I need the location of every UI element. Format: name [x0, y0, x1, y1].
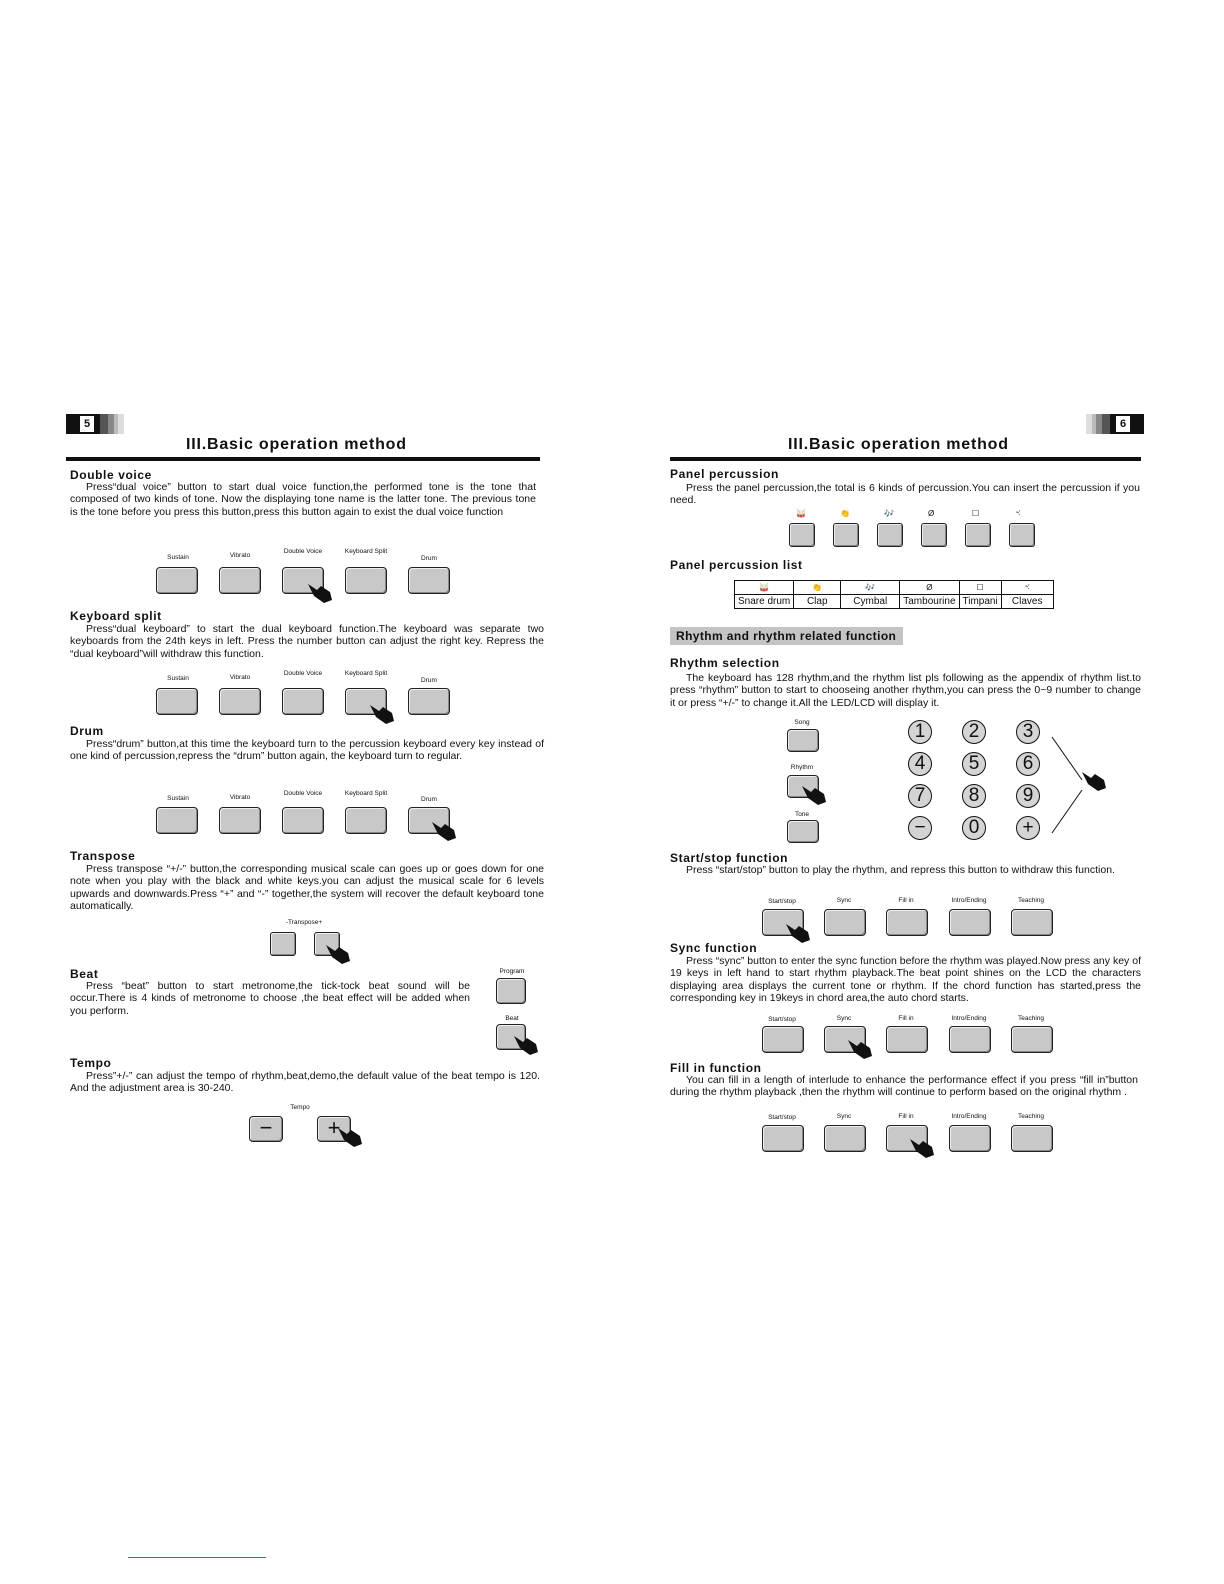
page-number: 5 — [78, 414, 96, 434]
panel-percussion-text: Press the panel percussion,the total is 6 kinds of percussion.You can insert the percussion if you need. — [670, 482, 1140, 507]
vibrato-label: Vibrato — [229, 674, 251, 681]
drum-button[interactable] — [408, 567, 450, 594]
tempo-label: Tempo — [290, 1104, 310, 1111]
fill-in-button[interactable] — [886, 909, 928, 936]
start-stop-label: Start/stop — [768, 1016, 796, 1023]
percussion-list-heading: Panel percussion list — [670, 558, 803, 572]
intro-ending-button[interactable] — [949, 1125, 991, 1152]
pointing-hand-icon — [326, 943, 352, 965]
percussion-table — [734, 580, 1054, 609]
transpose-heading: Transpose — [70, 849, 136, 863]
tempo-text: Press”+/-” can adjust the tempo of rhythm,beat,demo,the default value of the beat tempo is 120. And the adjustment area is 30-240. — [70, 1070, 540, 1095]
vibrato-label: Vibrato — [229, 794, 251, 801]
keyboard-split-button[interactable] — [345, 567, 387, 594]
keypad-9-button[interactable]: 9 — [1016, 784, 1040, 808]
pointing-hand-icon — [308, 582, 334, 604]
pointing-hand-icon — [370, 703, 396, 725]
beat-heading: Beat — [70, 967, 99, 981]
start-stop-button[interactable] — [762, 1125, 804, 1152]
pointing-hand-icon — [432, 820, 458, 842]
keypad-minus-button[interactable]: − — [908, 816, 932, 840]
sustain-button[interactable] — [156, 567, 198, 594]
table-row — [735, 581, 1054, 595]
teaching-button[interactable] — [1011, 1125, 1053, 1152]
teaching-label: Teaching — [1017, 897, 1045, 904]
sync-heading: Sync function — [670, 941, 758, 955]
intro-ending-label: Intro/Ending — [951, 1113, 987, 1120]
fill-in-label: Fill in — [898, 897, 914, 904]
drum-heading: Drum — [70, 724, 104, 738]
sustain-label: Sustain — [167, 554, 189, 561]
tempo-heading: Tempo — [70, 1056, 112, 1070]
timpani-icon: ☐ — [972, 509, 980, 518]
pointing-hand-icon — [338, 1126, 364, 1148]
intro-ending-label: Intro/Ending — [951, 1015, 987, 1022]
panel-percussion-heading: Panel percussion — [670, 467, 779, 481]
pointing-hand-icon — [910, 1137, 936, 1159]
double-voice-label: Double Voice — [283, 790, 323, 797]
double-voice-button[interactable] — [282, 688, 324, 715]
program-label: Program — [499, 968, 525, 975]
keypad-2-button[interactable]: 2 — [962, 720, 986, 744]
fill-in-heading: Fill in function — [670, 1061, 762, 1075]
title-rule — [670, 457, 1141, 461]
tambourine-button[interactable] — [921, 523, 947, 547]
keyboard-split-button[interactable] — [345, 807, 387, 834]
fill-in-button[interactable] — [886, 1026, 928, 1053]
intro-ending-button[interactable] — [949, 909, 991, 936]
keyboard-split-text: Press“dual keyboard” to start the dual keyboard function.The keyboard was separate two keyboards from the 24th keys in left. Press the number button can adjust the right key. Repress the “dual keyboard”will withdraw this function. — [70, 623, 544, 660]
vibrato-button[interactable] — [219, 688, 261, 715]
keypad-7-button[interactable]: 7 — [908, 784, 932, 808]
teaching-label: Teaching — [1017, 1015, 1045, 1022]
tempo-minus-button[interactable]: − — [249, 1116, 283, 1142]
keypad-plus-button[interactable]: + — [1016, 816, 1040, 840]
intro-ending-label: Intro/Ending — [951, 897, 987, 904]
program-button[interactable] — [496, 978, 526, 1004]
double-voice-button[interactable] — [282, 807, 324, 834]
pointing-hand-icon — [1082, 770, 1108, 792]
double-voice-label: Double Voice — [283, 670, 323, 677]
table-cell: Timpani — [959, 595, 1001, 609]
claves-button[interactable] — [1009, 523, 1035, 547]
teaching-button[interactable] — [1011, 909, 1053, 936]
fill-in-text: You can fill in a length of interlude to enhance the performance effect if you press “fill in”button during the rhythm playback ,then the rhythm will continue to perform based on the original rhythm . — [670, 1074, 1138, 1099]
rhythm-label: Rhythm — [790, 764, 814, 771]
clap-icon: 👏 — [794, 581, 841, 595]
table-cell: Cymbal — [841, 595, 900, 609]
snare-drum-icon: 🥁 — [735, 581, 794, 595]
keypad-8-button[interactable]: 8 — [962, 784, 986, 808]
keyboard-split-label: Keyboard Split — [344, 548, 388, 555]
keypad-6-button[interactable]: 6 — [1016, 752, 1040, 776]
double-voice-label: Double Voice — [283, 548, 323, 555]
claves-icon: ৼ — [1016, 509, 1021, 518]
cymbal-icon: 🎶 — [884, 509, 894, 518]
song-label: Song — [794, 719, 810, 726]
cymbal-button[interactable] — [877, 523, 903, 547]
start-stop-heading: Start/stop function — [670, 851, 789, 865]
keyboard-split-label: Keyboard Split — [344, 670, 388, 677]
sustain-button[interactable] — [156, 807, 198, 834]
page-title: III.Basic operation method — [788, 436, 1009, 453]
pointing-hand-icon — [786, 922, 812, 944]
keypad-3-button[interactable]: 3 — [1016, 720, 1040, 744]
double-voice-heading: Double voice — [70, 468, 152, 482]
keypad-4-button[interactable]: 4 — [908, 752, 932, 776]
drum-label: Drum — [421, 677, 437, 684]
teaching-button[interactable] — [1011, 1026, 1053, 1053]
rhythm-selection-heading: Rhythm selection — [670, 656, 780, 670]
pointing-hand-icon — [802, 784, 828, 806]
table-cell: Tambourine — [900, 595, 959, 609]
rhythm-selection-text: The keyboard has 128 rhythm,and the rhythm list pls following as the appendix of rhythm list.to press “rhythm” button to start to chooseing another rhythm,you can press the 0~9 number to change it or press “+/-” to change it.All the LED/LCD will display it. — [670, 672, 1141, 709]
tambourine-icon: Ø — [900, 581, 959, 595]
sync-text: Press “sync” button to enter the sync function before the rhythm was played.Now press any key of 19 keys in left hand to start rhythm playback.The beat point shines on the LCD the characters displaying area displays the current tone or rhythm. If the chord function has started,press the corresponding key in 19keys in chord area,the auto chord starts. — [670, 955, 1141, 1005]
footer-link-line — [128, 1557, 266, 1558]
drum-text: Press“drum” button,at this time the keyboard turn to the percussion keyboard every key instead of one kind of percussion,repress the “drum” button again, the keyboard turn to regular. — [70, 738, 544, 763]
start-stop-label: Start/stop — [768, 1114, 796, 1121]
sync-label: Sync — [836, 897, 852, 904]
keypad-5-button[interactable]: 5 — [962, 752, 986, 776]
pointing-hand-icon — [514, 1034, 540, 1056]
sync-button[interactable] — [824, 909, 866, 936]
claves-icon: ৼ — [1001, 581, 1053, 595]
timpani-button[interactable] — [965, 523, 991, 547]
drum-button[interactable] — [408, 688, 450, 715]
start-stop-label: Start/stop — [768, 898, 796, 905]
transpose-text: Press transpose “+/-” button,the corresponding musical scale can goes up or goes down for one note when you play with the black and white keys.you can adjust the musical scale for 6 levels upwards and downwards.Press “+” and “-” together,the system will recover the default keyboard tone automatically. — [70, 863, 544, 913]
fill-in-label: Fill in — [898, 1113, 914, 1120]
cymbal-icon: 🎶 — [841, 581, 900, 595]
sync-label: Sync — [836, 1015, 852, 1022]
song-button[interactable] — [787, 729, 819, 752]
title-rule — [66, 457, 540, 461]
teaching-label: Teaching — [1017, 1113, 1045, 1120]
start-stop-text: Press “start/stop” button to play the rhythm, and repress this button to withdraw this function. — [686, 864, 1115, 876]
sync-button[interactable] — [824, 1125, 866, 1152]
table-cell: Snare drum — [735, 595, 794, 609]
start-stop-button[interactable] — [762, 1026, 804, 1053]
timpani-icon: ☐ — [959, 581, 1001, 595]
tone-label: Tone — [794, 811, 810, 818]
vibrato-button[interactable] — [219, 807, 261, 834]
clap-button[interactable] — [833, 523, 859, 547]
vibrato-button[interactable] — [219, 567, 261, 594]
keypad-0-button[interactable]: 0 — [962, 816, 986, 840]
table-row — [735, 595, 1054, 609]
sustain-label: Sustain — [167, 795, 189, 802]
beat-text: Press “beat” button to start metronome,the tick-tock beat sound will be occur.There is 4 kinds of metronome to choose ,the beat effect will be added when you perform. — [70, 980, 470, 1017]
vibrato-label: Vibrato — [229, 552, 251, 559]
sustain-button[interactable] — [156, 688, 198, 715]
keypad-1-button[interactable]: 1 — [908, 720, 932, 744]
pointing-hand-icon — [848, 1038, 874, 1060]
page-number: 6 — [1114, 414, 1132, 434]
beat-label: Beat — [505, 1015, 519, 1022]
sync-label: Sync — [836, 1113, 852, 1120]
tone-button[interactable] — [787, 820, 819, 843]
transpose-label: -Transpose+ — [285, 919, 323, 926]
intro-ending-button[interactable] — [949, 1026, 991, 1053]
fill-in-label: Fill in — [898, 1015, 914, 1022]
rhythm-section-banner: Rhythm and rhythm related function — [670, 627, 903, 645]
transpose-minus-button[interactable] — [270, 932, 296, 956]
right-page — [612, 0, 1224, 1584]
double-voice-text: Press“dual voice” button to start dual voice function,the performed tone is the tone that composed of two kinds of tone. Now the displaying tone name is the latter tone. The previous tone is the tone before you press this button,press this button again to exist the dual voice function — [70, 481, 536, 518]
sustain-label: Sustain — [167, 675, 189, 682]
snare-drum-icon: 🥁 — [796, 509, 806, 518]
table-cell: Clap — [794, 595, 841, 609]
snare-drum-button[interactable] — [789, 523, 815, 547]
clap-icon: 👏 — [840, 509, 850, 518]
drum-label: Drum — [421, 796, 437, 803]
keyboard-split-heading: Keyboard split — [70, 609, 162, 623]
keyboard-split-label: Keyboard Split — [344, 790, 388, 797]
tempo-plus-button[interactable]: + — [317, 1116, 351, 1142]
drum-label: Drum — [421, 555, 437, 562]
page-title: III.Basic operation method — [186, 436, 407, 453]
tambourine-icon: Ø — [928, 509, 935, 518]
table-cell: Claves — [1001, 595, 1053, 609]
